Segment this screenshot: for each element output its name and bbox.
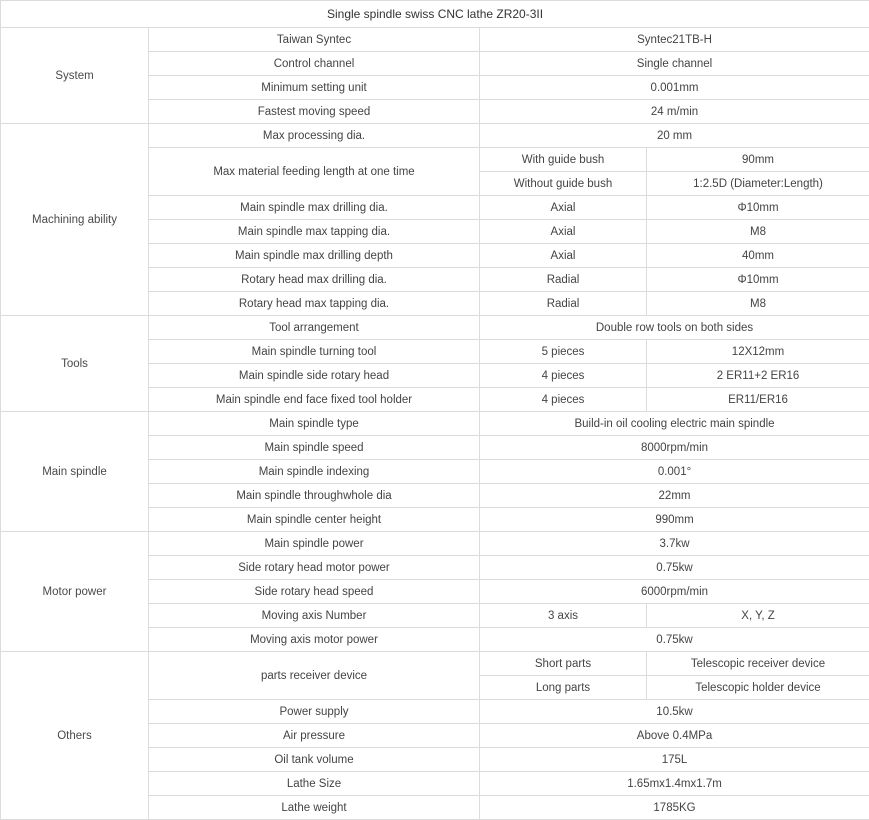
category-machining: Machining ability	[1, 124, 149, 316]
param-label: Main spindle max drilling depth	[149, 244, 480, 268]
param-value: Double row tools on both sides	[480, 316, 869, 340]
param-label: Lathe weight	[149, 796, 480, 820]
param-value: 6000rpm/min	[480, 580, 869, 604]
category-others: Others	[1, 652, 149, 820]
param-value: Telescopic receiver device	[647, 652, 869, 676]
param-sub: 3 axis	[480, 604, 647, 628]
param-value: ER11/ER16	[647, 388, 869, 412]
param-label: Rotary head max drilling dia.	[149, 268, 480, 292]
category-motor-power: Motor power	[1, 532, 149, 652]
param-value: 24 m/min	[480, 100, 869, 124]
param-label: Max processing dia.	[149, 124, 480, 148]
param-sub: 5 pieces	[480, 340, 647, 364]
param-label: Rotary head max tapping dia.	[149, 292, 480, 316]
param-sub: Radial	[480, 292, 647, 316]
param-value: M8	[647, 292, 869, 316]
table-title-row	[1, 1, 869, 28]
param-label: Main spindle center height	[149, 508, 480, 532]
param-value: M8	[647, 220, 869, 244]
param-sub: With guide bush	[480, 148, 647, 172]
param-label: Main spindle side rotary head	[149, 364, 480, 388]
param-label: Main spindle end face fixed tool holder	[149, 388, 480, 412]
table-row	[1, 28, 869, 52]
param-sub: Short parts	[480, 652, 647, 676]
param-value: 0.75kw	[480, 556, 869, 580]
param-label: Main spindle turning tool	[149, 340, 480, 364]
param-sub: 4 pieces	[480, 388, 647, 412]
param-value: 1:2.5D (Diameter:Length)	[647, 172, 869, 196]
param-value: 0.75kw	[480, 628, 869, 652]
param-label: Minimum setting unit	[149, 76, 480, 100]
param-label: Air pressure	[149, 724, 480, 748]
param-label: Main spindle power	[149, 532, 480, 556]
param-label: Moving axis Number	[149, 604, 480, 628]
table-row	[1, 532, 869, 556]
param-value: 22mm	[480, 484, 869, 508]
param-label: Main spindle throughwhole dia	[149, 484, 480, 508]
param-value: 8000rpm/min	[480, 436, 869, 460]
param-label: Fastest moving speed	[149, 100, 480, 124]
param-label: Lathe Size	[149, 772, 480, 796]
param-label: Control channel	[149, 52, 480, 76]
param-label: Moving axis motor power	[149, 628, 480, 652]
param-label: Main spindle speed	[149, 436, 480, 460]
param-label: Tool arrangement	[149, 316, 480, 340]
param-value: 2 ER11+2 ER16	[647, 364, 869, 388]
param-value: Syntec21TB-H	[480, 28, 869, 52]
param-sub: Axial	[480, 220, 647, 244]
category-system: System	[1, 28, 149, 124]
param-value: 40mm	[647, 244, 869, 268]
param-value: Φ10mm	[647, 196, 869, 220]
param-sub: Without guide bush	[480, 172, 647, 196]
param-value: 0.001°	[480, 460, 869, 484]
table-row	[1, 316, 869, 340]
param-sub: Axial	[480, 196, 647, 220]
param-value: X, Y, Z	[647, 604, 869, 628]
param-value: 1.65mx1.4mx1.7m	[480, 772, 869, 796]
table-row	[1, 652, 869, 676]
param-value: Single channel	[480, 52, 869, 76]
param-label: Main spindle type	[149, 412, 480, 436]
table-row	[1, 124, 869, 148]
param-value: Build-in oil cooling electric main spindle	[480, 412, 869, 436]
param-label: Main spindle max drilling dia.	[149, 196, 480, 220]
param-label: parts receiver device	[149, 652, 480, 700]
param-label: Taiwan Syntec	[149, 28, 480, 52]
param-value: 3.7kw	[480, 532, 869, 556]
param-label: Oil tank volume	[149, 748, 480, 772]
param-label: Max material feeding length at one time	[149, 148, 480, 196]
table-row	[1, 412, 869, 436]
param-value: 90mm	[647, 148, 869, 172]
param-sub: 4 pieces	[480, 364, 647, 388]
param-label: Side rotary head speed	[149, 580, 480, 604]
param-value: 990mm	[480, 508, 869, 532]
param-value: 20 mm	[480, 124, 869, 148]
category-main-spindle: Main spindle	[1, 412, 149, 532]
param-value: 10.5kw	[480, 700, 869, 724]
param-value: 1785KG	[480, 796, 869, 820]
param-value: 0.001mm	[480, 76, 869, 100]
param-sub: Axial	[480, 244, 647, 268]
param-label: Side rotary head motor power	[149, 556, 480, 580]
param-value: 175L	[480, 748, 869, 772]
param-value: Telescopic holder device	[647, 676, 869, 700]
table-title: Single spindle swiss CNC lathe ZR20-3II	[1, 1, 869, 28]
param-label: Power supply	[149, 700, 480, 724]
param-value: 12X12mm	[647, 340, 869, 364]
param-sub: Long parts	[480, 676, 647, 700]
category-tools: Tools	[1, 316, 149, 412]
param-label: Main spindle indexing	[149, 460, 480, 484]
param-sub: Radial	[480, 268, 647, 292]
param-value: Above 0.4MPa	[480, 724, 869, 748]
param-label: Main spindle max tapping dia.	[149, 220, 480, 244]
param-value: Φ10mm	[647, 268, 869, 292]
